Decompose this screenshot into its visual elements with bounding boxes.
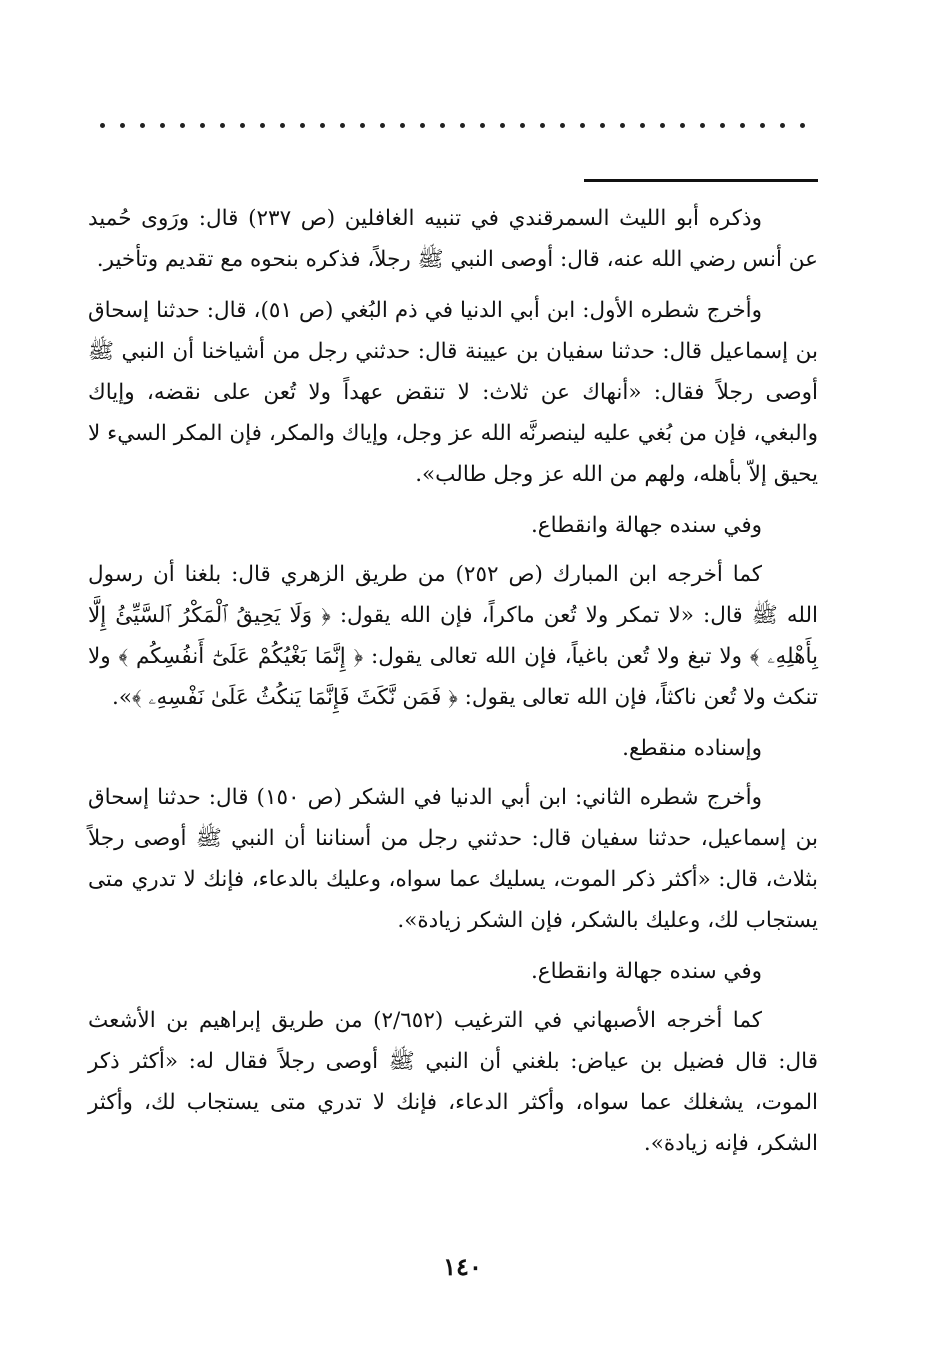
paragraph: كما أخرجه الأصبهاني في الترغيب (٢/٦٥٢) من طريق إبراهيم بن الأشعث قال: قال فضيل بن عياض: بلغني أن النبي ﷺ أوصى رجلاً فقال له: «أكثر ذكر الموت، يشغلك عما سواه، وأكثر الدعاء، فإنك لا تدري متى يستجاب لك، وأكثر الشكر، فإنه زيادة». <box>88 1008 818 1156</box>
dotted-separator <box>100 118 820 132</box>
paragraph: كما أخرجه ابن المبارك (ص ٢٥٢) من طريق الزهري قال: بلغنا أن رسول الله ﷺ قال: «لا تمكر ولا تُعن ماكراً، فإن الله يقول: ﴿ وَلَا يَحِيقُ ٱلْمَكْرُ ٱلسَّيِّئُ إِلَّا بِأَهْلِهِۦ ﴾ ولا تبغ ولا تُعن باغياً، فإن الله تعالى يقول: ﴿ إِنَّمَا بَغْيُكُمْ عَلَىٰٓ أَنفُسِكُم ﴾ ولا تنكث ولا تُعن ناكثاً، فإن الله تعالى يقول: ﴿ فَمَن نَّكَثَ فَإِنَّمَا يَنكُثُ عَلَىٰ نَفْسِهِۦ ﴾». <box>88 562 818 710</box>
footnote-body <box>88 198 818 1174</box>
page-number: ١٤٠ <box>443 1252 482 1281</box>
paragraph: وأخرج شطره الثاني: ابن أبي الدنيا في الشكر (ص ١٥٠) قال: حدثنا إسحاق بن إسماعيل، حدثنا سفيان قال: حدثني رجل من أسناننا أن النبي ﷺ أوصى رجلاً بثلاث، قال: «أكثر ذكر الموت، يسليك عما سواه، وعليك بالدعاء، فإنك لا تدري متى يستجاب لك، وعليك بالشكر، فإن الشكر زيادة». <box>88 785 818 933</box>
paragraph: وفي سنده جهالة وانقطاع. <box>530 959 762 984</box>
paragraph: وإسناده منقطع. <box>622 736 762 761</box>
footnote-rule <box>584 179 818 182</box>
paragraph: وذكره أبو الليث السمرقندي في تنبيه الغافلين (ص ٢٣٧) قال: ورَوى حُميد عن أنس رضي الله عنه، قال: أوصى النبي ﷺ رجلاً، فذكره بنحوه مع تقديم وتأخير. <box>88 206 818 272</box>
paragraph: وفي سنده جهالة وانقطاع. <box>530 513 762 538</box>
paragraph: وأخرج شطره الأول: ابن أبي الدنيا في ذم البُغي (ص ٥١)، قال: حدثنا إسحاق بن إسماعيل قال: حدثنا سفيان بن عيينة قال: حدثني رجل من أشياخنا أن النبي ﷺ أوصى رجلاً فقال: «أنهاك عن ثلاث: لا تنقض عهداً ولا تُعن على نقضه، وإياك والبغي، فإن من بُغي عليه لينصرنَّه الله عز وجل، وإياك والمكر، فإن المكر السيء لا يحيق إلاّ بأهله، ولهم من الله عز وجل طالب». <box>88 298 818 487</box>
